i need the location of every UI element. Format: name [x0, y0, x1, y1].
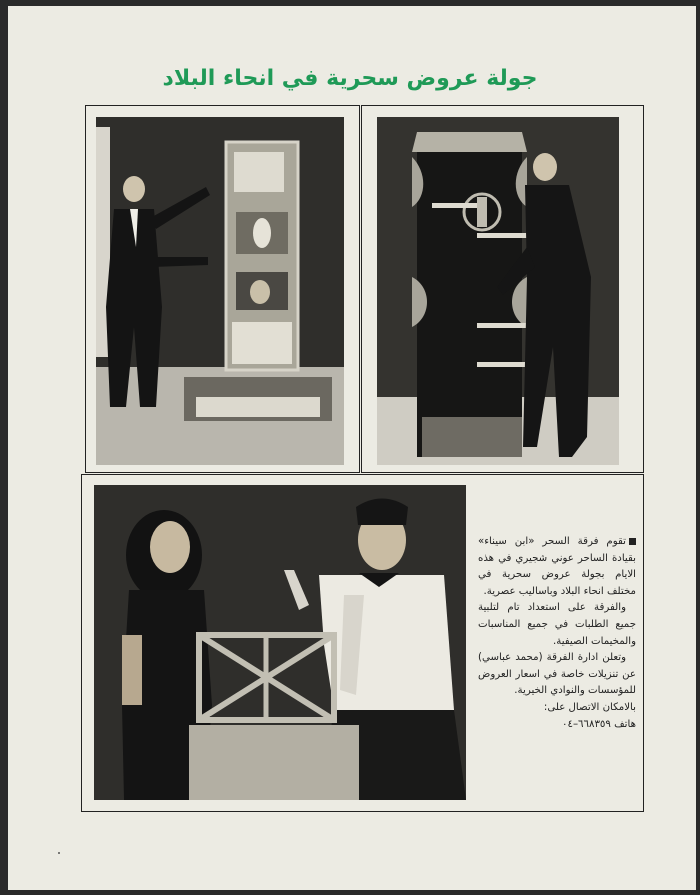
- photo-magician-cabinet: [96, 117, 344, 465]
- contact-line: بالامكان الاتصال على:: [543, 701, 636, 713]
- phone-number: هاتف ٦٦٨٣٥٩–٠٤: [562, 718, 636, 730]
- article-paragraph-1: تقوم فرقة السحر «ابن سيناء» بقيادة الساحر عوني شجيري في هذه الايام بجولة عروض سحرية في مختلف انحاء البلاد وباساليب عصرية.: [478, 536, 636, 597]
- article-paragraph-3: وتعلن ادارة الفرقة (محمد عباسي) عن تنزيلات خاصة في اسعار العروض للمؤسسات والنوادي الخيرية.: [478, 652, 636, 697]
- photo-magician-and-assistant: [94, 485, 466, 800]
- article-text: [478, 534, 636, 733]
- bullet-square-icon: [629, 538, 636, 545]
- page-speck: [58, 852, 60, 854]
- page-headline: جولة عروض سحرية في انحاء البلاد: [162, 66, 538, 91]
- photo-magician-decorated-cabinet: [377, 117, 619, 465]
- article-paragraph-2: والفرقة على استعداد تام لتلبية جميع الطلبات في جميع المناسبات والمخيمات الصيفية.: [478, 602, 636, 647]
